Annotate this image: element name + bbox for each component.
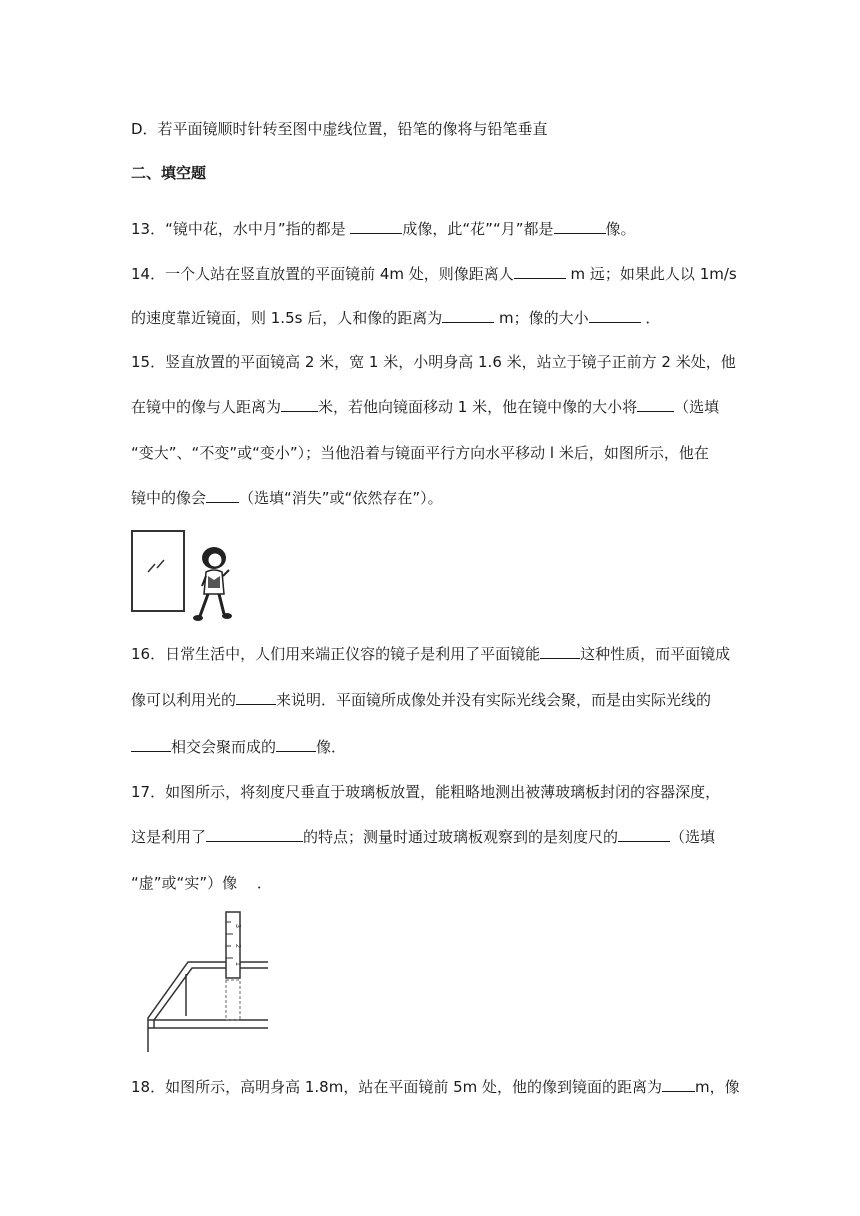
q13-text-b: 成像，此“花”“月”都是 <box>402 220 554 238</box>
question-15-line-3: “变大”、“不变”或“变小”）；当他沿着与镜面平行方向水平移动 l 米后，如图所示，他在 <box>131 444 709 462</box>
mirror-figure <box>128 528 238 628</box>
question-15-line-1: 15．竖直放置的平面镜高 2 米，宽 1 米，小明身高 1.6 米，站立于镜子正前方 2 米处，他 <box>131 353 736 371</box>
q18-blank-1[interactable] <box>662 1077 695 1092</box>
q16-text-2b: 来说明．平面镜所成像处并没有实际光线会聚，而是由实际光线的 <box>276 691 712 709</box>
q15-text-2a: 在镜中的像与人距离为 <box>131 398 282 416</box>
question-15-line-4 <box>131 488 443 508</box>
q17-text-2a: 这是利用了 <box>131 828 207 846</box>
question-17-line-3: “虚”或“实”）像 ． <box>131 874 272 892</box>
question-17-line-2 <box>131 827 715 847</box>
q14-blank-1[interactable] <box>514 264 566 279</box>
q16-blank-2[interactable] <box>236 690 276 705</box>
mirror-frame <box>132 531 184 611</box>
q17-text-2c: （选填 <box>670 828 716 846</box>
q16-blank-4[interactable] <box>276 737 316 752</box>
q15-text-4b: （选填“消失”或“依然存在”）。 <box>239 489 443 507</box>
q14-blank-3[interactable] <box>589 308 641 323</box>
section-title: 二、填空题 <box>131 164 207 182</box>
q16-text-1a: 16．日常生活中，人们用来端正仪容的镜子是利用了平面镜能 <box>131 645 541 663</box>
q14-text-1b: m 远；如果此人以 1m/s <box>565 265 737 283</box>
q16-text-3b: 像． <box>316 738 347 756</box>
question-14-line-1 <box>131 264 737 284</box>
q13-text-a: 13．“镜中花，水中月”指的都是 <box>131 220 351 238</box>
q15-text-4a: 镜中的像会 <box>131 489 207 507</box>
container-outline <box>148 962 268 1052</box>
question-17-line-1: 17．如图所示，将刻度尺垂直于玻璃板放置，能粗略地测出被薄玻璃板封闭的容器深度， <box>131 783 721 801</box>
q14-blank-2[interactable] <box>442 308 494 323</box>
question-13 <box>131 219 636 239</box>
boy-icon <box>193 547 232 621</box>
ruler-container-figure <box>140 910 280 1055</box>
q15-blank-1[interactable] <box>281 397 318 412</box>
q17-blank-2[interactable] <box>618 827 670 842</box>
q14-text-2c: ． <box>640 309 661 327</box>
ruler-mark-3: 3 <box>234 924 241 928</box>
q15-blank-2[interactable] <box>637 397 674 412</box>
question-14-line-2 <box>131 308 660 328</box>
q13-text-c: 像。 <box>605 220 636 238</box>
q18-text-1a: 18．如图所示，高明身高 1.8m，站在平面镜前 5m 处，他的像到镜面的距离为 <box>131 1078 663 1096</box>
q16-text-2a: 像可以利用光的 <box>131 691 237 709</box>
ruler-image <box>226 980 240 1020</box>
q14-text-1a: 14．一个人站在竖直放置的平面镜前 4m 处，则像距离人 <box>131 265 514 283</box>
q13-blank-2[interactable] <box>554 219 606 234</box>
q16-text-3a: 相交会聚而成的 <box>171 738 277 756</box>
option-d: D．若平面镜顺时针转至图中虚线位置，铅笔的像将与铅笔垂直 <box>131 120 548 138</box>
q14-text-2b: m；像的大小 <box>494 309 589 327</box>
question-18-line-1 <box>131 1077 740 1097</box>
q16-blank-1[interactable] <box>540 644 580 659</box>
q15-text-2c: （选填 <box>674 398 720 416</box>
question-16-line-2 <box>131 690 711 710</box>
q18-text-1b: m，像 <box>695 1078 740 1096</box>
q17-text-2b: 的特点；测量时通过玻璃板观察到的是刻度尺的 <box>303 828 619 846</box>
q14-text-2a: 的速度靠近镜面，则 1.5s 后，人和像的距离为 <box>131 309 443 327</box>
question-16-line-1 <box>131 644 730 664</box>
question-16-line-3 <box>131 737 346 757</box>
q15-text-2b: 米，若他向镜面移动 1 米，他在镜中像的大小将 <box>318 398 638 416</box>
ruler-mark-1: 1 <box>234 962 241 966</box>
q17-blank-1[interactable] <box>206 827 303 842</box>
ruler-mark-2: 2 <box>234 944 241 948</box>
q16-blank-3[interactable] <box>131 737 171 752</box>
q16-text-1b: 这种性质，而平面镜成 <box>580 645 731 663</box>
q13-blank-1[interactable] <box>350 219 402 234</box>
q15-blank-3[interactable] <box>206 488 239 503</box>
question-15-line-2 <box>131 397 719 417</box>
